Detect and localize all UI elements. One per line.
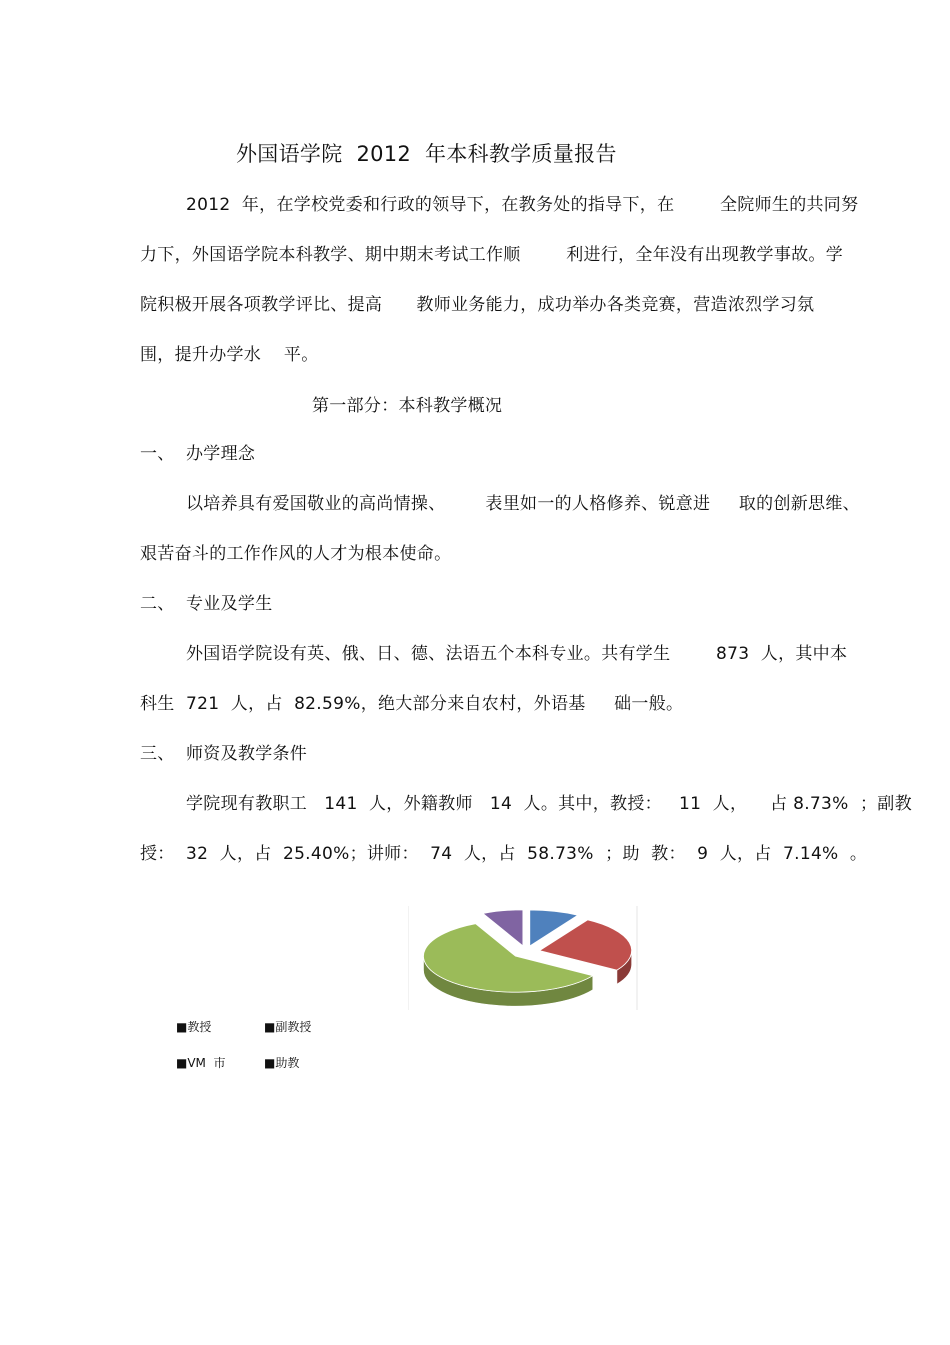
legend-item-associate-professor: ■副教授 [264,1020,312,1034]
section3-line-2: 授： 32 人，占 25.40%；讲师： 74 人，占 58.73% ；助 教： 9 人，占 7.14% 。 [140,844,868,864]
section3-heading: 三、 师资及教学条件 [140,744,308,764]
section1-line-2: 艰苦奋斗的工作作风的人才为根本使命。 [140,544,452,564]
section2-line-1: 外国语学院设有英、俄、日、德、法语五个本科专业。共有学生 873 人，其中本 [186,644,848,664]
report-title: 外国语学院 2012 年本科教学质量报告 [236,142,617,166]
legend-item-professor: ■教授 [176,1020,212,1034]
intro-line-4: 围，提升办学水 平。 [140,345,319,365]
section2-heading: 二、 专业及学生 [140,594,273,614]
part1-heading: 第一部分：本科教学概况 [312,396,503,416]
section3-line-1: 学院现有教职工 141 人，外籍教师 14 人。其中，教授： 11 人， 占 8.73% ；副教 [186,794,912,814]
legend-item-lecturer: ■VM 巿 [176,1056,226,1070]
intro-line-1: 2012 年，在学校党委和行政的领导下，在教务处的指导下，在 全院师生的共同努 [186,195,859,215]
intro-line-3: 院积极开展各项教学评比、提高 教师业务能力，成功举办各类竞赛，营造浓烈学习氛 [140,295,815,315]
faculty-pie-chart [408,906,638,1010]
intro-line-2: 力下，外国语学院本科教学、期中期末考试工作顺 利进行，全年没有出现教学事故。学 [140,245,844,265]
section2-line-2: 科生 721 人，占 82.59%，绝大部分来自农村，外语基 础一般。 [140,694,684,714]
section1-heading: 一、 办学理念 [140,444,256,464]
legend-item-assistant: ■助教 [264,1056,300,1070]
section1-line-1: 以培养具有爱国敬业的高尚情操、 表里如一的人格修养、锐意进 取的创新思维、 [186,494,860,514]
